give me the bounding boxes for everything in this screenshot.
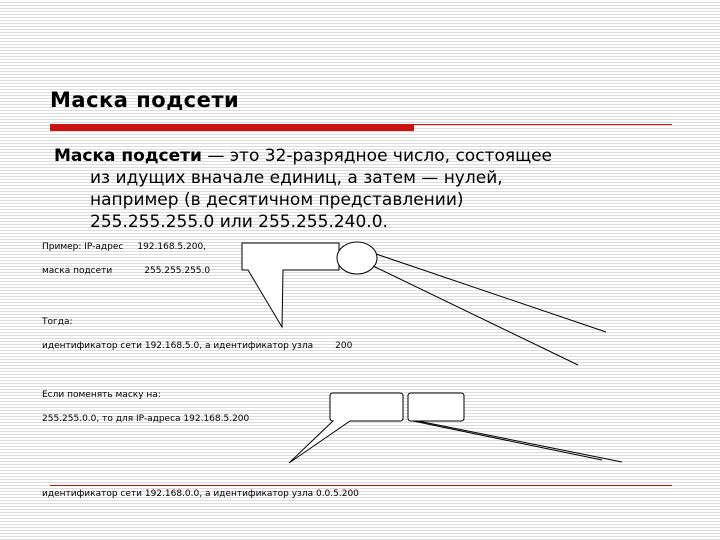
mask-value: 255.255.255.0 <box>144 266 211 276</box>
example-mask-line <box>42 266 210 276</box>
slide-title: Маска подсети <box>50 88 240 112</box>
definition-term: Маска подсети <box>54 146 202 166</box>
pointer-line-2 <box>373 266 578 365</box>
definition-line-1-rest: — это 32-разрядное число, состоящее <box>201 146 552 166</box>
host-octet-circle <box>337 242 377 274</box>
definition-line-4: 255.255.255.0 или 255.255.240.0. <box>90 212 388 232</box>
ip-callout-box <box>242 243 339 327</box>
definition-line-3: например (в десятичном представлении) <box>90 190 464 210</box>
network-part-callout <box>289 393 403 463</box>
bottom-divider <box>50 485 672 486</box>
title-accent-line <box>414 124 672 125</box>
then-label: Тогда: <box>42 317 73 327</box>
pointer-line-3 <box>418 421 622 462</box>
ip-label: Пример: IP-адрес <box>42 242 124 252</box>
definition-line-2: из идущих вначале единиц, а затем — нулей, <box>90 168 503 188</box>
mask-label: маска подсети <box>42 266 113 276</box>
definition-paragraph <box>54 145 674 233</box>
change-mask-value-line: 255.255.0.0, то для IP-адреса 192.168.5.200 <box>42 414 250 424</box>
pointer-line-1 <box>376 254 606 332</box>
change-mask-line: Если поменять маску на: <box>42 390 161 400</box>
ip-value: 192.168.5.200, <box>137 242 207 252</box>
result-1-line <box>42 341 352 351</box>
result-2-line: идентификатор сети 192.168.0.0, а идентификатор узла 0.0.5.200 <box>42 489 359 499</box>
definition-line-1 <box>54 145 674 167</box>
host-part-callout <box>408 393 464 421</box>
result-1-value: 200 <box>335 341 353 351</box>
title-accent-bar <box>50 124 414 131</box>
pointer-line-4 <box>413 421 602 460</box>
example-ip-line <box>42 242 206 252</box>
result-1-label: идентификатор сети 192.168.5.0, а идентификатор узла <box>42 341 314 351</box>
